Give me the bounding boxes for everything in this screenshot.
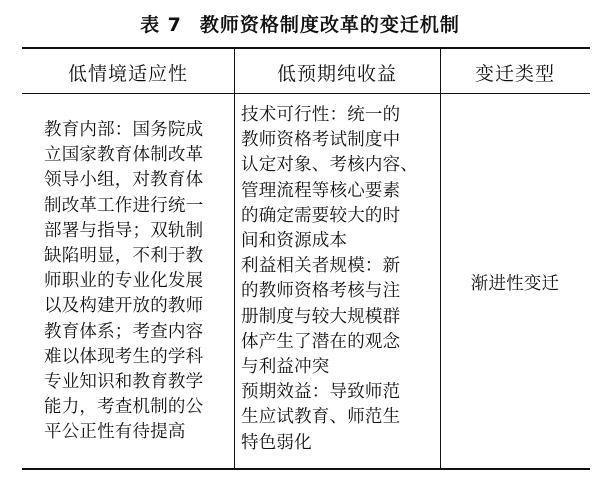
text-line: 的教师资格考核与注	[241, 281, 401, 302]
cell-expected-net-return	[241, 103, 437, 456]
text-line: 领导小组，对教育体	[44, 170, 204, 191]
text-line: 认定对象、考核内容、	[241, 155, 418, 176]
text-line: 以及构建开放的教师	[44, 296, 204, 317]
text-line: 专业知识和教育教学	[44, 372, 204, 393]
table-header-rule	[22, 93, 590, 94]
text-line: 教育内部：国务院成	[44, 120, 204, 140]
table-number: 表 7	[140, 14, 182, 36]
cell-context-adaptability	[44, 118, 228, 446]
text-line: 制改革工作进行统一	[44, 195, 204, 216]
text-line: 利益相关者规模：新	[241, 256, 401, 277]
table-bottom-rule	[22, 468, 590, 470]
header-low-context-adaptability: 低情境适应性	[67, 63, 188, 85]
table-top-rule	[22, 47, 590, 49]
text-line: 的确定需要较大的时	[241, 205, 401, 226]
table-title: 教师资格制度改革的变迁机制	[199, 14, 460, 36]
text-line: 册制度与较大规模群	[241, 306, 401, 327]
text-line: 难以体现考生的学科	[44, 346, 204, 367]
cell-change-type: 渐进性变迁	[470, 274, 560, 294]
text-line: 平公正性有待提高	[44, 422, 186, 443]
text-line: 师职业的专业化发展	[44, 271, 204, 292]
text-line: 间和资源成本	[241, 231, 348, 252]
text-line: 教师资格考试制度中	[241, 130, 401, 151]
header-change-type: 变迁类型	[474, 63, 555, 85]
column-divider-2	[440, 48, 441, 468]
text-line: 管理流程等核心要素	[241, 180, 401, 201]
text-line: 技术可行性：统一的	[241, 105, 401, 125]
text-line: 教育体系；考查内容	[44, 321, 204, 342]
header-low-expected-net-return: 低预期纯收益	[276, 63, 397, 85]
text-line: 能力，考查机制的公	[44, 397, 204, 418]
text-line: 生应试教育、师范生	[241, 407, 401, 428]
text-line: 体产生了潜在的观念	[241, 331, 401, 352]
text-line: 缺陷明显，不利于教	[44, 246, 204, 267]
text-line: 部署与指导；双轨制	[44, 220, 204, 241]
table-caption	[0, 10, 600, 37]
text-line: 与利益冲突	[241, 357, 330, 378]
text-line: 预期效益：导致师范	[241, 382, 401, 403]
text-line: 特色弱化	[241, 432, 312, 453]
column-divider-1	[234, 48, 235, 468]
text-line: 立国家教育体制改革	[44, 145, 204, 166]
